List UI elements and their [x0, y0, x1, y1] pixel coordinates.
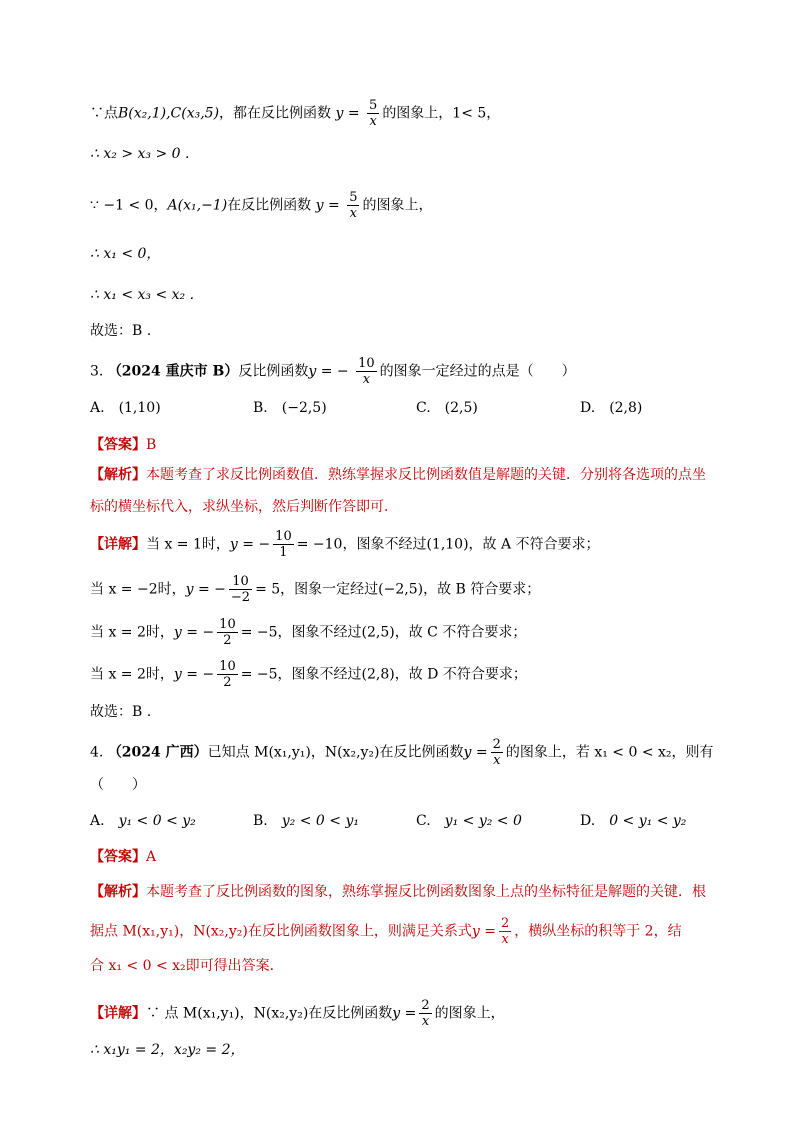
- detail-text: ∵ 点 M(x₁,y₁)，N(x₂,y₂)在反比例函数: [146, 1005, 393, 1022]
- fraction: [229, 574, 252, 605]
- option-value: y₁ < y₂ < 0: [444, 813, 522, 829]
- fraction-numerator: 5: [349, 190, 358, 205]
- question-text: 的图象上，若 x₁ < 0 < x₂，则有: [505, 744, 714, 761]
- option-value: (2,8): [609, 400, 643, 416]
- fraction: [217, 659, 238, 690]
- question-text: 反比例函数: [238, 363, 309, 380]
- option-label: C.: [416, 813, 431, 829]
- fraction-numerator: 5: [369, 98, 378, 113]
- question-source: （2024 重庆市 B）: [107, 363, 239, 380]
- q4-analysis-line-3: 合 x₁ < 0 < x₂即可得出答案．: [90, 958, 284, 974]
- detail-tag: 【详解】: [90, 1005, 146, 1022]
- answer-value: A: [146, 849, 157, 865]
- fraction-denominator: x: [349, 206, 357, 221]
- detail-text: = −5，图象不经过(2,8)，故 D 不符合要求；: [240, 666, 527, 683]
- q4-option-b: [253, 811, 359, 831]
- question-4-stem: [90, 737, 714, 768]
- q4-analysis-line-1: [90, 882, 706, 902]
- q3-detail-line-1: [90, 529, 600, 560]
- fraction-numerator: 10: [229, 574, 252, 590]
- detail-text: = −10，图象不经过(1,10)，故 A 不符合要求；: [296, 536, 600, 553]
- analysis-text: 本题考查了求反比例函数值．熟练掌握求反比例函数值是解题的关键．分别将各选项的点坐: [146, 467, 706, 483]
- math-y-equals: y =: [471, 923, 496, 940]
- question-text: 的图象一定经过的点是（ ）: [379, 363, 576, 380]
- detail-text: 当 x = 1时，: [146, 536, 230, 553]
- fraction-denominator: x: [421, 1014, 430, 1029]
- fraction-denominator: −2: [230, 590, 251, 605]
- q3-answer: [90, 435, 156, 455]
- math-y-equals: y = −: [229, 536, 271, 553]
- fraction-numerator: 2: [500, 916, 510, 931]
- q4-analysis-line-2: [90, 916, 682, 947]
- detail-text: = −5，图象不经过(2,5)，故 C 不符合要求；: [240, 624, 527, 641]
- math-y-equals: y =: [335, 105, 360, 122]
- math-y-equals: y = −: [308, 363, 349, 380]
- q4-option-c: [416, 811, 522, 831]
- fraction: [499, 916, 511, 947]
- detail-text: 当 x = 2时，: [90, 666, 174, 683]
- detail-tag: 【详解】: [90, 536, 146, 553]
- detail-text: 当 x = −2时，: [90, 581, 186, 598]
- fraction: [356, 356, 377, 387]
- option-value: (1,10): [118, 400, 161, 416]
- fraction: [419, 998, 431, 1029]
- q3-option-c: [416, 398, 478, 418]
- fraction-denominator: 2: [223, 675, 232, 690]
- fraction-denominator: x: [501, 932, 509, 947]
- option-label: B.: [253, 400, 268, 416]
- option-value: y₁ < 0 < y₂: [118, 813, 196, 829]
- analysis-text: ，横纵坐标的积等于 2，结: [514, 923, 682, 940]
- option-value: (−2,5): [281, 400, 327, 416]
- fraction-numerator: 10: [358, 356, 375, 371]
- fraction-numerator: 2: [492, 737, 501, 752]
- answer-tag: 【答案】: [90, 849, 146, 865]
- solution-line-4: ∴ x₁ < 0，: [90, 246, 161, 262]
- fraction: [367, 98, 379, 129]
- q3-analysis-line-1: [90, 465, 706, 485]
- q3-analysis-line-2: 标的横坐标代入，求纵坐标，然后判断作答即可．: [90, 499, 398, 515]
- analysis-tag: 【解析】: [90, 884, 146, 900]
- q4-detail-line-2: ∴ x₁y₁ = 2，x₂y₂ = 2，: [90, 1042, 245, 1058]
- option-label: D.: [580, 400, 596, 416]
- option-label: D.: [580, 813, 596, 829]
- q3-detail-line-3: [90, 617, 526, 648]
- q3-option-a: [90, 398, 161, 418]
- option-value: 0 < y₁ < y₂: [609, 813, 687, 829]
- option-value: y₂ < 0 < y₁: [281, 813, 359, 829]
- answer-value: B: [146, 437, 157, 453]
- analysis-tag: 【解析】: [90, 467, 146, 483]
- math-y-equals: y =: [392, 1005, 417, 1022]
- option-value: (2,5): [444, 400, 478, 416]
- question-number: 3.: [90, 363, 104, 380]
- option-label: A.: [90, 813, 105, 829]
- analysis-text: 本题考查了反比例函数的图象，熟练掌握反比例函数图象上点的坐标特征是解题的关键．根: [146, 884, 706, 900]
- solution-line-2: ∴ x₂ > x₃ > 0 .: [90, 146, 190, 162]
- line-text: 的图象上，1< 5，: [382, 105, 501, 122]
- line-text: 在反比例函数: [227, 197, 312, 214]
- solution-line-3: [90, 190, 432, 221]
- math-y-equals: y = −: [173, 624, 215, 641]
- option-label: B.: [253, 813, 268, 829]
- line-text: ∵ −1 < 0，: [90, 197, 168, 214]
- question-3-stem: [90, 356, 576, 387]
- fraction: [491, 737, 503, 768]
- q4-option-d: [580, 811, 686, 831]
- q4-option-a: [90, 811, 196, 831]
- fraction-numerator: 10: [275, 529, 292, 544]
- fraction-denominator: 2: [223, 633, 232, 648]
- fraction-denominator: x: [369, 114, 377, 129]
- line-text: ，都在反比例函数: [219, 105, 332, 122]
- solution-line-5: ∴ x₁ < x₃ < x₂ .: [90, 287, 195, 303]
- math-y-equals: y =: [315, 197, 340, 214]
- question-4-stem-cont: （ ）: [90, 777, 146, 793]
- option-label: C.: [416, 400, 431, 416]
- q3-conclusion: 故选：B .: [90, 704, 152, 720]
- q3-option-d: [580, 398, 642, 418]
- fraction: [347, 190, 359, 221]
- q4-answer: [90, 847, 156, 867]
- detail-text: 的图象上，: [434, 1005, 505, 1022]
- question-source: （2024 广西）: [107, 744, 208, 761]
- q3-detail-line-4: [90, 659, 527, 690]
- fraction-denominator: x: [493, 753, 501, 768]
- question-number: 4.: [90, 744, 104, 761]
- fraction-numerator: 10: [219, 617, 236, 632]
- analysis-text: 据点 M(x₁,y₁)，N(x₂,y₂)在反比例函数图象上，则满足关系式: [90, 923, 472, 940]
- option-label: A.: [90, 400, 105, 416]
- q3-detail-line-2: [90, 574, 540, 605]
- fraction-denominator: x: [362, 372, 371, 387]
- question-text: 已知点 M(x₁,y₁)，N(x₂,y₂)在反比例函数: [207, 744, 464, 761]
- answer-tag: 【答案】: [90, 437, 146, 453]
- solution-line-1: [90, 98, 500, 129]
- fraction-denominator: 1: [279, 545, 288, 560]
- q3-option-b: [253, 398, 327, 418]
- math-y-equals: y = −: [185, 581, 226, 598]
- fraction: [273, 529, 294, 560]
- math-y-equals: y = −: [173, 666, 215, 683]
- math-y-equals: y =: [463, 744, 488, 761]
- q4-detail-line-1: [90, 998, 505, 1029]
- detail-text: 当 x = 2时，: [90, 624, 174, 641]
- line-text: 的图象上，: [362, 197, 433, 214]
- solution-line-6: 故选：B .: [90, 323, 152, 339]
- math-point: A(x₁,−1): [167, 197, 228, 214]
- detail-text: = 5，图象一定经过(−2,5)，故 B 符合要求；: [255, 581, 541, 598]
- math-points: B(x₂,1),C(x₃,5): [118, 105, 220, 122]
- fraction-numerator: 2: [421, 998, 430, 1013]
- line-text: ∵点: [90, 105, 118, 122]
- fraction: [217, 617, 238, 648]
- fraction-numerator: 10: [219, 659, 236, 674]
